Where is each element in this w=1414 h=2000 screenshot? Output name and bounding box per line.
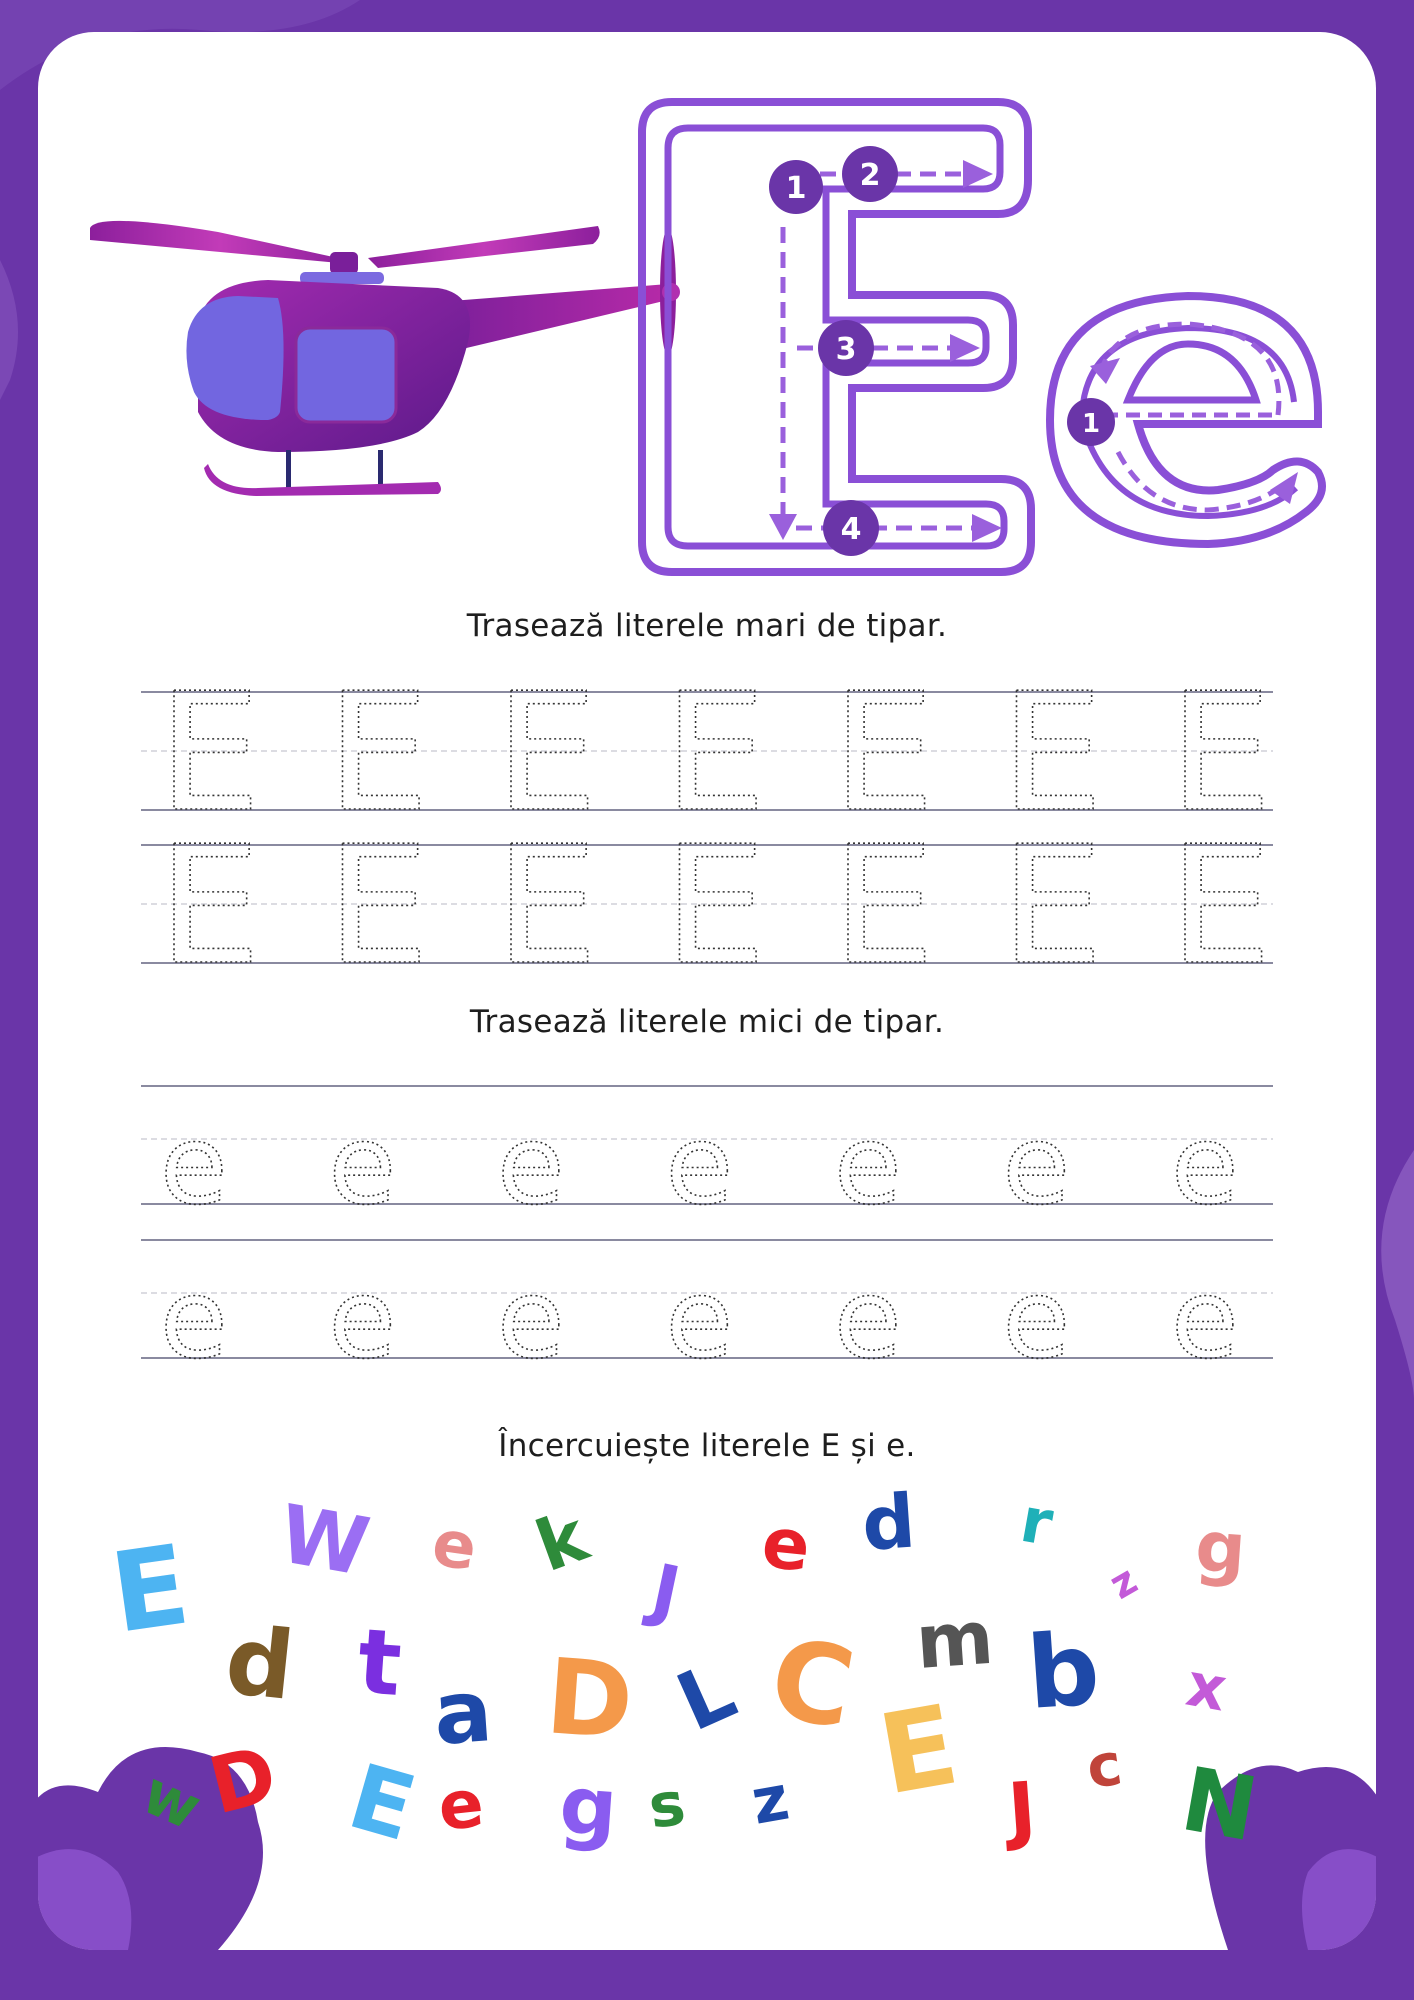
scattered-letter[interactable]: e [758,1501,815,1588]
scattered-letter[interactable]: e [427,1506,482,1586]
scattered-letter[interactable]: E [870,1680,967,1820]
step-badge-label: 3 [835,332,857,367]
scattered-letter[interactable]: E [337,1744,426,1863]
scattered-letter[interactable]: D [542,1635,637,1763]
lowercase-trace-letter: e [1002,1255,1071,1383]
worksheet-paper [38,32,1376,1950]
step-badge-label: 1 [1081,409,1101,439]
scattered-letter[interactable]: t [354,1609,405,1717]
uppercase-trace-letter: E [495,812,598,1001]
scattered-letter[interactable]: c [1082,1729,1127,1802]
lowercase-trace-letter: e [665,1101,734,1229]
uppercase-trace-letter: E [326,812,430,1001]
scattered-letter[interactable]: w [131,1757,212,1845]
scattered-letter[interactable]: z [745,1760,795,1839]
step-badge-label: 2 [859,158,881,193]
scattered-letter[interactable]: e [434,1764,488,1846]
uppercase-trace-letter: E [158,812,261,1001]
lowercase-trace-letter: e [1171,1101,1239,1229]
scattered-letter[interactable]: J [1005,1766,1039,1854]
scattered-letter[interactable]: D [200,1729,286,1833]
uppercase-trace-letter: E [495,659,598,848]
scattered-letter[interactable]: a [430,1661,496,1765]
scattered-letter[interactable]: W [272,1487,376,1595]
lowercase-trace-letter: e [1002,1101,1071,1229]
scattered-letter[interactable]: C [761,1613,864,1754]
uppercase-trace-letter: E [158,659,261,848]
scattered-letter[interactable]: b [1023,1610,1104,1732]
uppercase-trace-letter: E [1000,659,1104,848]
lowercase-trace-letter: e [497,1255,565,1383]
lowercase-trace-letter: e [160,1101,228,1229]
uppercase-trace-letter: E [832,812,935,1001]
scattered-letter[interactable]: J [644,1548,687,1635]
step-badge-label: 1 [785,171,807,206]
scattered-letter[interactable]: E [103,1520,197,1658]
scattered-letter[interactable]: r [1015,1482,1059,1561]
scattered-letter[interactable]: s [644,1768,690,1843]
lowercase-trace-letter: e [665,1255,734,1383]
lowercase-trace-letter: e [1171,1255,1239,1383]
lowercase-trace-letter: e [834,1255,902,1383]
uppercase-trace-letter: E [832,659,935,848]
uppercase-trace-letter: E [663,659,767,848]
scattered-letter[interactable]: k [525,1494,598,1588]
circle-instruction: Încercuiește literele E și e. [498,1428,916,1464]
uppercase-trace-letter: E [326,659,430,848]
scattered-letter[interactable]: g [556,1758,621,1855]
lowercase-trace-letter: e [497,1101,565,1229]
lowercase-trace-letter: e [328,1255,397,1383]
lowercase-trace-letter: e [160,1255,228,1383]
scattered-letter[interactable]: x [1181,1649,1232,1726]
step-badge-label: 4 [840,512,862,547]
scattered-letter[interactable]: d [859,1478,919,1568]
lowercase-trace-letter: e [834,1101,902,1229]
scattered-letter[interactable]: m [913,1594,997,1686]
scattered-letter[interactable]: L [663,1643,749,1750]
uppercase-instruction: Trasează literele mari de tipar. [466,608,948,644]
uppercase-trace-letter: E [663,812,767,1001]
lowercase-instruction: Trasează literele mici de tipar. [469,1004,945,1040]
scattered-letter[interactable]: N [1174,1747,1265,1862]
scattered-letter[interactable]: z [1102,1557,1146,1609]
uppercase-trace-letter: E [1169,659,1272,848]
scattered-letters [38,32,1376,1950]
uppercase-trace-letter: E [1169,812,1272,1001]
uppercase-trace-letter: E [1000,812,1104,1001]
scattered-letter[interactable]: g [1192,1505,1249,1591]
lowercase-trace-letter: e [328,1101,397,1229]
scattered-letter[interactable]: d [220,1606,299,1722]
